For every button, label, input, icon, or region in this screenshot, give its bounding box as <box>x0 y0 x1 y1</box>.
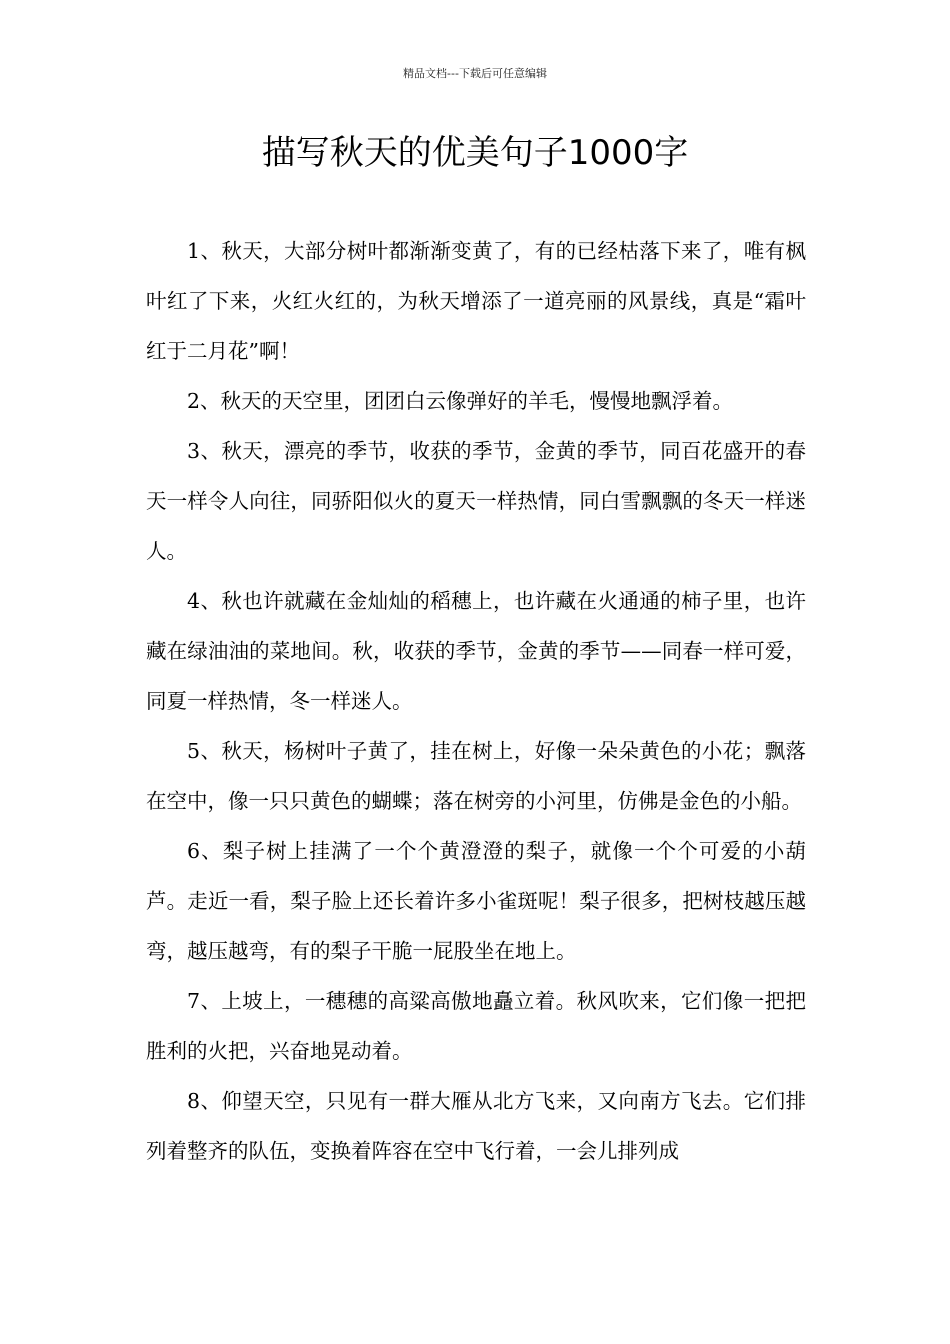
paragraph-1: 1、秋天，大部分树叶都渐渐变黄了，有的已经枯落下来了，唯有枫叶红了下来，火红火红的，为秋天增添了一道亮丽的风景线，真是“霜叶红于二月花”啊！ <box>146 239 806 363</box>
paragraph-4: 4、秋也许就藏在金灿灿的稻穗上，也许藏在火通通的柿子里，也许藏在绿油油的菜地间。秋，收获的季节，金黄的季节——同春一样可爱，同夏一样热情，冬一样迷人。 <box>146 589 806 713</box>
header-note: 精品文档---下载后可任意编辑 <box>403 67 547 80</box>
document-body <box>146 226 806 1176</box>
paragraph-5: 5、秋天，杨树叶子黄了，挂在树上，好像一朵朵黄色的小花；飘落在空中，像一只只黄色的蝴蝶；落在树旁的小河里，仿佛是金色的小船。 <box>146 739 806 813</box>
paragraph-6: 6、梨子树上挂满了一个个黄澄澄的梨子，就像一个个可爱的小葫芦。走近一看，梨子脸上还长着许多小雀斑呢！梨子很多，把树枝越压越弯，越压越弯，有的梨子干脆一屁股坐在地上。 <box>146 839 806 963</box>
paragraph-3: 3、秋天，漂亮的季节，收获的季节，金黄的季节，同百花盛开的春天一样令人向往，同骄阳似火的夏天一样热情，同白雪飘飘的冬天一样迷人。 <box>146 439 806 563</box>
paragraph-8: 8、仰望天空，只见有一群大雁从北方飞来，又向南方飞去。它们排列着整齐的队伍，变换着阵容在空中飞行着，一会儿排列成 <box>146 1089 806 1163</box>
paragraph-7: 7、上坡上，一穗穗的高粱高傲地矗立着。秋风吹来，它们像一把把胜利的火把，兴奋地晃动着。 <box>146 989 806 1063</box>
paragraph-2: 2、秋天的天空里，团团白云像弹好的羊毛，慢慢地飘浮着。 <box>187 389 734 413</box>
document-title: 描写秋天的优美句子1000字 <box>261 133 689 173</box>
